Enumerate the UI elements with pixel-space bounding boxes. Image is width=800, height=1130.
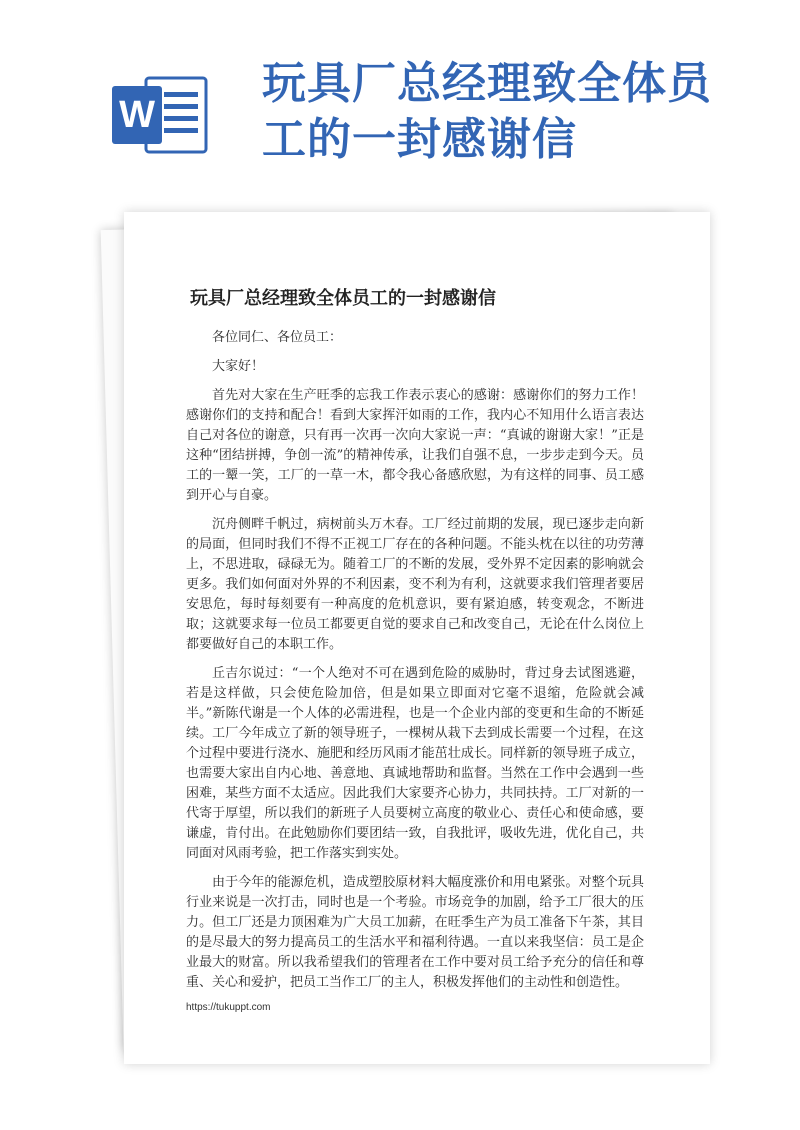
document-body bbox=[186, 328, 644, 1002]
banner-title: 玩具厂总经理致全体员工的一封感谢信 bbox=[262, 58, 712, 165]
salutation: 各位同仁、各位员工： bbox=[212, 330, 343, 345]
paragraph-2: 沉舟侧畔千帆过，病树前头万木春。工厂经过前期的发展，现已逐步走向新的局面，但同时我们不得不正视工厂存在的各种问题。不能头枕在以往的功劳薄上，不思进取，碌碌无为。随着工厂的不断的发展，受外界不定因素的影响就会更多。我们如何面对外界的不利因素，变不利为有利，这就要求我们管理者要居安思危，每时每刻要有一种高度的危机意识，要有紧迫感，转变观念，不断进取；这就要求每一位员工都要更自觉的要求自己和改变自己，无论在什么岗位上都要做好自己的本职工作。 bbox=[186, 517, 644, 652]
greeting: 大家好！ bbox=[212, 359, 265, 374]
document-title: 玩具厂总经理致全体员工的一封感谢信 bbox=[190, 288, 496, 309]
paragraph-4: 由于今年的能源危机，造成塑胶原材料大幅度涨价和用电紧张。对整个玩具行业来说是一次打击，同时也是一个考验。市场竞争的加剧，给予工厂很大的压力。但工厂还是力顶困难为广大员工加薪，在旺季生产为员工准备下午茶，其目的是尽最大的努力提高员工的生活水平和福利待遇。一直以来我坚信：员工是企业最大的财富。所以我希望我们的管理者在工作中要对员工给予充分的信任和尊重、关心和爱护，把员工当作工厂的主人，积极发挥他们的主动性和创造性。 bbox=[186, 875, 644, 990]
document-page bbox=[124, 212, 710, 1064]
header-banner bbox=[0, 0, 800, 200]
paragraph-1: 首先对大家在生产旺季的忘我工作表示衷心的感谢：感谢你们的努力工作！感谢你们的支持和配合！看到大家挥汗如雨的工作，我内心不知用什么语言表达自己对各位的谢意，只有再一次再一次向大家说一声：“真诚的谢谢大家！”正是这种“团结拼搏，争创一流”的精神传承，让我们自强不息，一步步走到今天。员工的一颦一笑，工厂的一草一木，都令我心备感欣慰，为有这样的同事、员工感到开心与自豪。 bbox=[186, 388, 644, 503]
source-url: https://tukuppt.com bbox=[186, 1002, 271, 1013]
paragraph-3: 丘吉尔说过：“一个人绝对不可在遇到危险的威胁时，背过身去试图逃避，若是这样做，只会使危险加倍，但是如果立即面对它毫不退缩，危险就会减半。”新陈代谢是一个人体的必需进程，也是一个企业内部的变更和生命的不断延续。工厂今年成立了新的领导班子，一棵树从栽下去到成长需要一个过程，在这个过程中要进行浇水、施肥和经历风雨才能茁壮成长。同样新的领导班子成立，也需要大家出自内心地、善意地、真诚地帮助和监督。当然在工作中会遇到一些困难，某些方面不太适应。因此我们大家要齐心协力，共同扶持。工厂对新的一代寄于厚望，所以我们的新班子人员要树立高度的敬业心、责任心和使命感，要谦虚，肯付出。在此勉励你们要团结一致，自我批评，吸收先进，优化自己，共同面对风雨考验，把工作落实到实处。 bbox=[186, 666, 644, 861]
word-icon-letter: W bbox=[119, 94, 155, 136]
word-document-icon bbox=[112, 72, 208, 158]
